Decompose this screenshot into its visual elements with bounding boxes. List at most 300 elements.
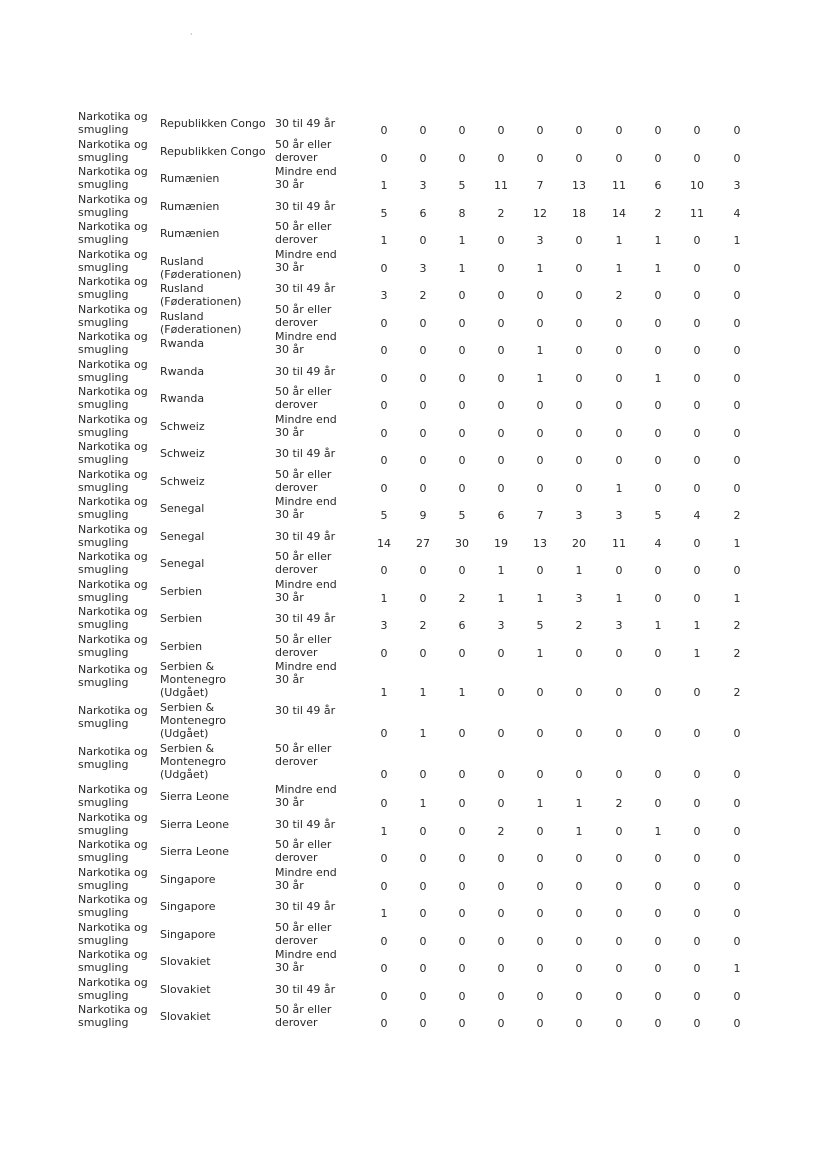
value-cell: 0: [497, 879, 505, 893]
value-cell: 0: [380, 371, 388, 385]
value-cell: 0: [733, 989, 741, 1003]
value-cell: 0: [536, 316, 544, 330]
value-cell: 0: [380, 151, 388, 165]
value-cell: 0: [693, 824, 701, 838]
value-cell: 0: [693, 768, 701, 781]
table-row: [78, 550, 758, 578]
country-cell: Rwanda: [160, 392, 205, 405]
value-cell: 0: [458, 879, 466, 893]
value-cell: 0: [693, 481, 701, 495]
value-cell: 0: [458, 907, 466, 920]
value-cell: 2: [497, 824, 505, 838]
value-cell: 0: [733, 151, 741, 165]
value-cell: 0: [575, 686, 583, 699]
value-cell: 0: [380, 344, 388, 357]
value-cell: 0: [458, 124, 466, 137]
value-cell: 7: [536, 179, 544, 192]
value-cell: 0: [458, 989, 466, 1003]
value-cell: 0: [380, 797, 388, 810]
value-cell: 0: [693, 426, 701, 440]
page-mark: ·: [190, 30, 193, 39]
value-cell: 0: [575, 962, 583, 975]
value-cell: 5: [380, 206, 388, 220]
table-row: [78, 358, 758, 386]
value-cell: 1: [733, 234, 741, 247]
value-cell: 2: [733, 686, 741, 699]
crime-cell: Narkotika og smugling: [78, 1003, 148, 1029]
value-cell: 11: [690, 206, 704, 220]
crime-cell: Narkotika og smugling: [78, 275, 148, 301]
value-cell: 0: [380, 481, 388, 495]
value-cell: 0: [575, 234, 583, 247]
value-cell: 0: [380, 879, 388, 893]
value-cell: 0: [497, 727, 505, 740]
value-cell: 0: [575, 768, 583, 781]
value-cell: 0: [615, 824, 623, 838]
table-row: [78, 811, 758, 839]
value-cell: 0: [380, 261, 388, 275]
value-cell: 0: [733, 564, 741, 577]
age-group-cell: Mindre end 30 år: [275, 495, 337, 521]
age-group-cell: 30 til 49 år: [275, 282, 336, 295]
value-cell: 0: [497, 234, 505, 247]
value-cell: 1: [733, 962, 741, 975]
value-cell: 0: [654, 454, 662, 467]
value-cell: 0: [615, 564, 623, 577]
crime-cell: Narkotika og smugling: [78, 247, 148, 274]
value-cell: 0: [380, 852, 388, 865]
value-cell: 0: [536, 454, 544, 467]
value-cell: 0: [497, 934, 505, 948]
value-cell: 0: [497, 768, 505, 781]
table-row: [78, 193, 758, 221]
value-cell: 0: [693, 564, 701, 577]
value-cell: 1: [419, 686, 427, 699]
value-cell: 0: [458, 934, 466, 948]
value-cell: 6: [419, 206, 427, 220]
value-cell: 0: [615, 151, 623, 165]
value-cell: 0: [575, 289, 583, 302]
value-cell: 0: [419, 426, 427, 440]
value-cell: 0: [654, 768, 662, 781]
value-cell: 0: [419, 1017, 427, 1030]
table-row: [78, 701, 758, 742]
value-cell: 1: [380, 179, 388, 192]
value-cell: 0: [575, 344, 583, 357]
crime-cell: Narkotika og smugling: [78, 577, 148, 604]
value-cell: 0: [654, 289, 662, 302]
crime-cell: Narkotika og smugling: [78, 550, 148, 576]
value-cell: 0: [693, 371, 701, 385]
value-cell: 0: [733, 124, 741, 137]
value-cell: 14: [377, 536, 391, 550]
value-cell: 0: [615, 686, 623, 699]
table-row: [78, 948, 758, 976]
crime-cell: Narkotika og smugling: [78, 920, 148, 947]
table-row: [78, 138, 758, 166]
value-cell: 30: [455, 536, 469, 550]
value-cell: 0: [497, 316, 505, 330]
value-cell: 0: [615, 962, 623, 975]
value-cell: 0: [693, 591, 701, 605]
crime-cell: Narkotika og smugling: [78, 220, 148, 246]
value-cell: 0: [380, 454, 388, 467]
value-cell: 0: [419, 768, 427, 781]
table-row: [78, 783, 758, 811]
age-group-cell: 50 år eller derover: [275, 550, 332, 576]
age-group-cell: Mindre end 30 år: [275, 247, 337, 274]
value-cell: 1: [536, 371, 544, 385]
value-cell: 0: [693, 852, 701, 865]
value-cell: 0: [654, 564, 662, 577]
value-cell: 0: [733, 371, 741, 385]
value-cell: 18: [572, 206, 586, 220]
country-cell: Serbien & Montenegro (Udgået): [160, 742, 227, 781]
value-cell: 0: [536, 124, 544, 137]
age-group-cell: Mindre end 30 år: [275, 660, 337, 686]
value-cell: 0: [654, 151, 662, 165]
crime-cell: Narkotika og smugling: [78, 783, 148, 809]
country-cell: Sierra Leone: [160, 817, 230, 831]
value-cell: 0: [536, 399, 544, 412]
value-cell: 0: [733, 399, 741, 412]
value-cell: 3: [419, 261, 427, 275]
crime-cell: Narkotika og smugling: [78, 948, 148, 974]
value-cell: 0: [536, 962, 544, 975]
country-cell: Schweiz: [160, 474, 205, 488]
value-cell: 0: [458, 727, 466, 740]
value-cell: 0: [419, 344, 427, 357]
value-cell: 0: [536, 768, 544, 781]
value-cell: 4: [654, 536, 662, 550]
value-cell: 2: [733, 646, 741, 660]
value-cell: 0: [615, 989, 623, 1003]
value-cell: 0: [419, 879, 427, 893]
value-cell: 0: [380, 1017, 388, 1030]
value-cell: 5: [380, 509, 388, 522]
value-cell: 0: [536, 481, 544, 495]
country-cell: Singapore: [160, 900, 216, 913]
country-cell: Senegal: [160, 557, 205, 570]
value-cell: 0: [615, 454, 623, 467]
value-cell: 0: [419, 371, 427, 385]
value-cell: 0: [615, 344, 623, 357]
table-row: [78, 578, 758, 606]
value-cell: 0: [458, 797, 466, 810]
value-cell: 1: [380, 591, 388, 605]
value-cell: 3: [380, 619, 388, 632]
value-cell: 0: [575, 151, 583, 165]
value-cell: 0: [733, 727, 741, 740]
value-cell: 0: [458, 824, 466, 838]
age-group-cell: 30 til 49 år: [275, 199, 336, 213]
value-cell: 0: [419, 591, 427, 605]
value-cell: 0: [733, 797, 741, 810]
value-cell: 1: [380, 907, 388, 920]
value-cell: 12: [533, 206, 547, 220]
value-cell: 0: [380, 989, 388, 1003]
value-cell: 1: [733, 536, 741, 550]
value-cell: 0: [733, 879, 741, 893]
age-group-cell: 50 år eller derover: [275, 385, 332, 411]
age-group-cell: 50 år eller derover: [275, 302, 332, 329]
value-cell: 0: [654, 907, 662, 920]
crime-cell: Narkotika og smugling: [78, 632, 148, 659]
crime-cell: Narkotika og smugling: [78, 522, 148, 549]
value-cell: 1: [575, 824, 583, 838]
value-cell: 2: [419, 619, 427, 632]
value-cell: 0: [497, 1017, 505, 1030]
country-cell: Serbien: [160, 584, 203, 598]
value-cell: 0: [458, 399, 466, 412]
value-cell: 5: [458, 509, 466, 522]
age-group-cell: Mindre end 30 år: [275, 865, 337, 892]
country-cell: Schweiz: [160, 419, 205, 433]
value-cell: 0: [536, 727, 544, 740]
value-cell: 0: [693, 879, 701, 893]
value-cell: 0: [458, 481, 466, 495]
crime-cell: Narkotika og smugling: [78, 893, 148, 919]
value-cell: 0: [654, 852, 662, 865]
value-cell: 0: [733, 824, 741, 838]
value-cell: 1: [536, 591, 544, 605]
value-cell: 1: [380, 824, 388, 838]
value-cell: 1: [458, 261, 466, 275]
value-cell: 0: [615, 852, 623, 865]
value-cell: 0: [497, 344, 505, 357]
value-cell: 0: [497, 454, 505, 467]
value-cell: 0: [615, 907, 623, 920]
value-cell: 0: [497, 289, 505, 302]
value-cell: 0: [497, 686, 505, 699]
value-cell: 0: [654, 646, 662, 660]
age-group-cell: Mindre end 30 år: [275, 330, 337, 356]
value-cell: 0: [380, 934, 388, 948]
value-cell: 19: [494, 536, 508, 550]
value-cell: 0: [733, 934, 741, 948]
table-row: [78, 385, 758, 413]
value-cell: 0: [497, 797, 505, 810]
value-cell: 0: [497, 261, 505, 275]
country-cell: Republikken Congo: [160, 117, 266, 130]
crime-cell: Narkotika og smugling: [78, 865, 148, 892]
age-group-cell: Mindre end 30 år: [275, 412, 337, 439]
value-cell: 0: [615, 124, 623, 137]
value-cell: 0: [536, 686, 544, 699]
value-cell: 0: [575, 481, 583, 495]
value-cell: 1: [536, 797, 544, 810]
value-cell: 27: [416, 536, 430, 550]
value-cell: 0: [615, 768, 623, 781]
age-group-cell: 50 år eller derover: [275, 920, 332, 947]
value-cell: 0: [419, 316, 427, 330]
value-cell: 0: [654, 727, 662, 740]
value-cell: 0: [380, 962, 388, 975]
value-cell: 0: [654, 879, 662, 893]
age-group-cell: 30 til 49 år: [275, 982, 336, 996]
country-cell: Serbien & Montenegro (Udgået): [160, 660, 227, 699]
value-cell: 0: [575, 879, 583, 893]
table-row: [78, 302, 758, 336]
value-cell: 0: [615, 399, 623, 412]
value-cell: 4: [693, 509, 701, 522]
age-group-cell: 50 år eller derover: [275, 838, 332, 864]
value-cell: 0: [575, 124, 583, 137]
value-cell: 1: [615, 591, 623, 605]
value-cell: 0: [380, 399, 388, 412]
country-cell: Sierra Leone: [160, 845, 230, 858]
crime-cell: Narkotika og smugling: [78, 704, 148, 730]
value-cell: 2: [458, 591, 466, 605]
value-cell: 0: [575, 989, 583, 1003]
age-group-cell: 50 år eller derover: [275, 1003, 332, 1029]
value-cell: 1: [733, 591, 741, 605]
value-cell: 0: [654, 686, 662, 699]
crime-cell: Narkotika og smugling: [78, 385, 148, 411]
value-cell: 3: [419, 179, 427, 192]
country-cell: Slovakiet: [160, 1010, 211, 1023]
value-cell: 0: [693, 797, 701, 810]
value-cell: 9: [419, 509, 427, 522]
value-cell: 0: [536, 151, 544, 165]
value-cell: 3: [615, 509, 623, 522]
value-cell: 0: [497, 852, 505, 865]
value-cell: 0: [536, 289, 544, 302]
age-group-cell: 30 til 49 år: [275, 529, 336, 543]
value-cell: 0: [497, 962, 505, 975]
value-cell: 0: [575, 727, 583, 740]
value-cell: 0: [733, 316, 741, 330]
value-cell: 0: [536, 1017, 544, 1030]
table-row: [78, 220, 758, 248]
value-cell: 0: [458, 454, 466, 467]
value-cell: 0: [693, 234, 701, 247]
table-row: [78, 523, 758, 551]
value-cell: 2: [615, 289, 623, 302]
country-cell: Republikken Congo: [160, 144, 266, 158]
age-group-cell: 30 til 49 år: [275, 900, 336, 913]
table-row: [78, 330, 758, 358]
value-cell: 0: [693, 1017, 701, 1030]
value-cell: 0: [575, 261, 583, 275]
table-row: [78, 495, 758, 523]
value-cell: 0: [458, 646, 466, 660]
country-cell: Rwanda: [160, 364, 205, 378]
country-cell: Singapore: [160, 927, 216, 941]
value-cell: 0: [733, 261, 741, 275]
table-row: [78, 660, 758, 701]
value-cell: 0: [575, 371, 583, 385]
value-cell: 0: [575, 316, 583, 330]
value-cell: 20: [572, 536, 586, 550]
value-cell: 0: [654, 481, 662, 495]
value-cell: 0: [419, 824, 427, 838]
value-cell: 0: [615, 646, 623, 660]
table-row: [78, 633, 758, 661]
country-cell: Rusland (Føderationen): [160, 309, 242, 336]
age-group-cell: 50 år eller derover: [275, 742, 332, 768]
value-cell: 1: [536, 646, 544, 660]
country-cell: Schweiz: [160, 447, 205, 460]
country-cell: Slovakiet: [160, 982, 211, 996]
crime-cell: Narkotika og smugling: [78, 495, 148, 521]
country-cell: Rwanda: [160, 337, 205, 350]
country-cell: Rusland (Føderationen): [160, 254, 242, 281]
value-cell: 0: [615, 426, 623, 440]
crime-cell: Narkotika og smugling: [78, 330, 148, 356]
value-cell: 0: [693, 261, 701, 275]
age-group-cell: 30 til 49 år: [275, 704, 336, 717]
value-cell: 3: [575, 509, 583, 522]
country-cell: Serbien: [160, 612, 203, 625]
value-cell: 0: [380, 727, 388, 740]
value-cell: 0: [693, 289, 701, 302]
value-cell: 1: [654, 824, 662, 838]
value-cell: 0: [380, 646, 388, 660]
country-cell: Singapore: [160, 872, 216, 886]
value-cell: 0: [693, 727, 701, 740]
value-cell: 3: [615, 619, 623, 632]
value-cell: 2: [615, 797, 623, 810]
country-cell: Senegal: [160, 529, 205, 543]
value-cell: 0: [380, 316, 388, 330]
country-cell: Rumænien: [160, 227, 220, 240]
country-cell: Serbien: [160, 639, 203, 653]
value-cell: 0: [419, 852, 427, 865]
value-cell: 1: [693, 619, 701, 632]
age-group-cell: 50 år eller derover: [275, 137, 332, 164]
value-cell: 0: [497, 399, 505, 412]
crime-cell: Narkotika og smugling: [78, 412, 148, 439]
table-row: [78, 742, 758, 783]
value-cell: 0: [458, 426, 466, 440]
value-cell: 0: [654, 1017, 662, 1030]
value-cell: 0: [615, 727, 623, 740]
value-cell: 0: [419, 234, 427, 247]
value-cell: 0: [615, 934, 623, 948]
value-cell: 10: [690, 179, 704, 192]
value-cell: 0: [419, 124, 427, 137]
value-cell: 0: [458, 289, 466, 302]
country-cell: Serbien & Montenegro (Udgået): [160, 701, 227, 740]
value-cell: 0: [733, 852, 741, 865]
value-cell: 0: [575, 934, 583, 948]
age-group-cell: 30 til 49 år: [275, 817, 336, 831]
table-row: [78, 976, 758, 1004]
table-row: [78, 468, 758, 496]
crime-cell: Narkotika og smugling: [78, 810, 148, 837]
crime-cell: Narkotika og smugling: [78, 467, 148, 494]
value-cell: 11: [612, 536, 626, 550]
value-cell: 1: [615, 481, 623, 495]
value-cell: 2: [733, 619, 741, 632]
value-cell: 2: [575, 619, 583, 632]
value-cell: 0: [458, 768, 466, 781]
value-cell: 1: [419, 797, 427, 810]
age-group-cell: Mindre end 30 år: [275, 577, 337, 604]
value-cell: 0: [733, 426, 741, 440]
value-cell: 0: [615, 371, 623, 385]
value-cell: 0: [733, 289, 741, 302]
value-cell: 1: [615, 234, 623, 247]
value-cell: 0: [536, 824, 544, 838]
crime-cell: Narkotika og smugling: [78, 137, 148, 164]
value-cell: 0: [536, 879, 544, 893]
country-cell: Slovakiet: [160, 955, 211, 968]
value-cell: 8: [458, 206, 466, 220]
value-cell: 6: [497, 509, 505, 522]
crime-cell: Narkotika og smugling: [78, 663, 148, 689]
